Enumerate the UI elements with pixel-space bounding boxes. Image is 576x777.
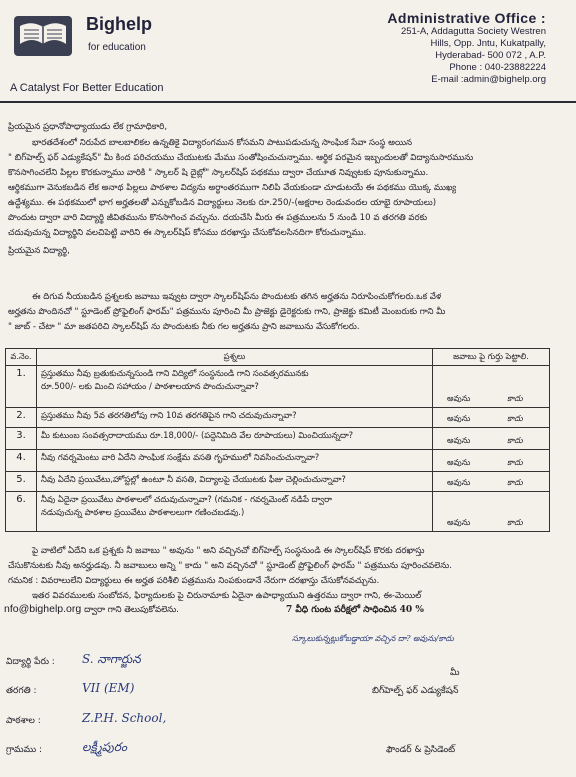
answer-cell bbox=[433, 428, 550, 450]
table-row bbox=[6, 366, 550, 408]
para1-line: కొనసాగించలేని పిల్లల కొరకున్నాము వారికి " స్కాలర్ షి దైబ్లో" స్కాలర్‌షిప్ పథకము ద్వారా చేయూత నివ్వుటకు పూనుకున్నాము. bbox=[8, 168, 429, 178]
col-header-number: వ.నెం. bbox=[6, 349, 37, 366]
table-row bbox=[6, 408, 550, 428]
office-email: E-mail :admin@bighelp.org bbox=[431, 74, 546, 85]
office-title: Administrative Office : bbox=[387, 10, 546, 26]
row-question: ప్రస్తుతము నీవు 5వ తరగతిలోపు గాని 10వ తరగతిపైన గాని చదువుచున్నావా? bbox=[37, 408, 433, 428]
header-divider bbox=[0, 101, 576, 103]
office-line: Hills, Opp. Jntu, Kukatpally, bbox=[430, 38, 546, 49]
note-line: గమనిక : వివరాలులేని విద్యార్థులు ఈ అర్హత పరిశీలి పత్రమును నింపకుండానే నేరుగా దరఖాస్తు చేసుకోనవచ్చును. bbox=[8, 576, 380, 586]
table-row bbox=[6, 428, 550, 450]
eligibility-table bbox=[5, 348, 550, 532]
answer-yes[interactable]: అవును bbox=[447, 393, 471, 403]
signoff-org: బిగ్‌హెల్ప్ ఫర్ ఎడ్యుకేషన్ bbox=[372, 686, 459, 696]
answer-yes[interactable]: అవును bbox=[447, 517, 471, 527]
tagline: A Catalyst For Better Education bbox=[10, 82, 164, 94]
para1-line: చదువుచున్న విద్యార్థిని వలచిపెట్టి వారిని ఈ స్కాలర్‌షిప్ కోసము దరఖాస్తు చేసుకోవలసినదిగా కోరుచున్నాము. bbox=[8, 228, 367, 238]
row-number: 3. bbox=[6, 428, 37, 450]
office-line: Hyderabad- 500 072 , A.P. bbox=[435, 50, 546, 61]
para2-line: అర్హతను పొందినచో " స్టూడెంట్ ప్రోఫైలింగ్ ఫారమ్" పత్రమును పూరించి మీ ప్రాజెక్టు డైరెక్టరుకు గాని, ప్రాజెక్టు కమిటీ మెంబరుకు గాని మీ bbox=[8, 307, 446, 317]
handwritten-note: 7 వీధి గుంట పరీక్షలో సాధించిన 40 % bbox=[286, 605, 424, 615]
answer-cell bbox=[433, 366, 550, 408]
answer-no[interactable]: కాదు bbox=[507, 413, 523, 423]
row-number: 4. bbox=[6, 450, 37, 472]
school-label: పాఠశాల : bbox=[6, 716, 41, 726]
answer-cell bbox=[433, 408, 550, 428]
para2-line: " జాబ్ - చేటా " మా జతపరిచి స్కాలర్‌షిప్ ను పొందుటకు నీకు గల అర్హతను ప్రాని జవాబును వేసుకోగలరు. bbox=[8, 322, 360, 332]
answer-no[interactable]: కాదు bbox=[507, 393, 523, 403]
row-question: నీవు ఏదైనా ప్రయివేటు పాఠశాలలో చదువుచున్నావా? (గమనిక - గవర్నమెంట్ నడిపే ద్వారా నడుపుచున్న పాఠశాల ప్రయివేటు పాఠశాలలుగా గణించబడవు.) bbox=[37, 492, 433, 532]
table-header-row bbox=[6, 349, 550, 366]
salutation: ప్రియమైన ప్రధానోపాధ్యాయుడు లేక గ్రామాధికారి, bbox=[8, 122, 168, 132]
answer-yes[interactable]: అవును bbox=[447, 435, 471, 445]
answer-cell bbox=[433, 472, 550, 492]
village-value[interactable]: లక్ష్మీపురం bbox=[82, 740, 127, 754]
col-header-answer: జవాబు పై గుర్తు పెట్టాలి. bbox=[433, 349, 550, 366]
answer-cell bbox=[433, 450, 550, 472]
salutation-student: ప్రియమైన విద్యార్థి, bbox=[8, 246, 70, 256]
student-name-label: విద్యార్థి పేరు : bbox=[6, 657, 55, 667]
row-number: 1. bbox=[6, 366, 37, 408]
contact-rest: ద్వారా గాని తెలుపుకోవలెను. bbox=[84, 605, 179, 615]
office-phone: Phone : 040-23882224 bbox=[449, 62, 546, 73]
brand-name: Bighelp bbox=[86, 14, 152, 34]
row-number: 6. bbox=[6, 492, 37, 532]
answer-no[interactable]: కాదు bbox=[507, 517, 523, 527]
row-number: 5. bbox=[6, 472, 37, 492]
para1-line: భారతదేశంలో నిరుపేద బాలబాలికల ఉన్నతికై విద్యారంగమున కోసమని పాటుపడుచున్న సాంఘిక సేవా సంస్థ అయిన bbox=[32, 138, 413, 148]
brand-subtitle: for education bbox=[88, 42, 146, 53]
answer-yes[interactable]: అవును bbox=[447, 477, 471, 487]
row-question: నీవు ఏదేని ప్రయివేటు,హోస్టల్లో ఉంటూ నీ వసతి, విద్యాలపై చేయుటకు ఫీజు చెల్లించుచున్నావా? bbox=[37, 472, 433, 492]
office-address bbox=[326, 10, 546, 86]
instruction-line: ఇతర వివరములకు సంబోదన, ఫిర్యాదులకు పై చిరునామాకు ఏదైనా ఉపాధ్యాయుని ఉత్తరము ద్వారా గాని, ఈ-మెయిల్ bbox=[32, 591, 422, 601]
class-label: తరగతి : bbox=[6, 686, 37, 696]
signoff-title: ఫౌండర్ & ప్రెసిడెంట్ bbox=[386, 745, 456, 755]
answer-yes[interactable]: అవును bbox=[447, 457, 471, 467]
para2-line: ఈ దిగువ నీయబడిన ప్రశ్నలకు జవాబు ఇవ్వుట ద్వారా స్కాలర్‌షిప్‌ను పొందుటకు తగిన అర్హతను నిరూపించుకోగలరు.ఒక వేళ bbox=[32, 292, 442, 302]
office-line: 251-A, Addagutta Society Westren bbox=[400, 26, 546, 37]
table-row bbox=[6, 472, 550, 492]
row-question: నీవు గవర్నమెంటు వారి ఏదేని సాంఘిక సంక్షేమ వసతి గృహములో నివసించుచున్నావా? bbox=[37, 450, 433, 472]
handwritten-question: స్కూలుకున్నట్లుకోబడ్డాయా వచ్చిన దా? అవును/కాదు bbox=[292, 634, 454, 643]
row-question: మీ కుటుంబ సంవత్సరాదాయము రూ.18,000/- (పద్దెనిమిది వేల రూపాయలు) మించియున్నదా? bbox=[37, 428, 433, 450]
contact-line bbox=[4, 603, 179, 617]
answer-no[interactable]: కాదు bbox=[507, 457, 523, 467]
class-value[interactable]: VII (EM) bbox=[82, 681, 135, 695]
student-name-value[interactable]: S. నాగార్జున bbox=[82, 652, 141, 666]
row-question: ప్రస్తుతము నీవు బ్రతుకుచున్నసుండి గాని విద్యిలో సంస్థనుండి గాని సంవత్సరమునకు రూ.500/- లకు మించి సహాయం / పాఠశాలయాన పొందుచున్నావా? bbox=[37, 366, 433, 408]
row-number: 2. bbox=[6, 408, 37, 428]
table-row bbox=[6, 450, 550, 472]
para1-line: " బిగ్‌హెల్ప్ ఫర్ ఎడ్యుకేషన్" మీ కింద పరిచయము చేయుటకు మేము సంతోషించుచున్నాము. ఆర్థిక పరమైన ఇబ్బందులతో విద్యానుసారమును bbox=[8, 153, 474, 163]
instruction-line: పై వాటిలో ఏదేని ఒక ప్రశ్నకు నీ జవాబు " అవును " అని వచ్చినచో బిగ్‌హెల్ప్ సంస్థనుండి ఈ స్కాలర్‌షిప్ కొరకు దరఖాస్తు bbox=[32, 546, 425, 556]
contact-email: nfo@bighelp.org bbox=[4, 603, 82, 615]
village-label: గ్రామము : bbox=[6, 745, 43, 755]
para1-line: ఉద్దేశ్యము. ఈ పథకములో భాగ అర్హతలతో ఎన్నుకోబడిన విద్యార్థులు నెలకు రూ.250/-(అక్షరాల రెండువందల యాభై రూపాయలు) bbox=[8, 198, 437, 208]
instruction-line: చేసుకొనుటకు నీవు అనర్హుడవు. నీ జవాబులు అన్ని " కాదు " అని వచ్చినచో " స్టూడెంట్ ప్రోఫైలింగ్ ఫారమ్ " పత్రమును పూరించవలెను. bbox=[8, 561, 453, 571]
table-row bbox=[6, 492, 550, 532]
col-header-questions: ప్రశ్నలు bbox=[37, 349, 433, 366]
answer-no[interactable]: కాదు bbox=[507, 435, 523, 445]
school-value[interactable]: Z.P.H. School, bbox=[82, 711, 167, 725]
answer-no[interactable]: కాదు bbox=[507, 477, 523, 487]
signoff-mee: మీ bbox=[450, 668, 460, 678]
answer-cell bbox=[433, 492, 550, 532]
bighelp-logo bbox=[12, 14, 74, 58]
book-logo-icon bbox=[12, 14, 74, 58]
answer-yes[interactable]: అవును bbox=[447, 413, 471, 423]
para1-line: పొందుట ద్వారా వారి విద్యార్థి జీవితమును కొనసాగించ వచ్చును. దయచేసి మీరు ఈ పత్రములను 5 నుండి 10 వ తరగతి వరకు bbox=[8, 213, 428, 223]
para1-line: ఆర్థికముగా వెనుకబడిన లేక అనాథ పిల్లలు పాఠశాల విద్యను అర్ధాంతరముగా నిలిపి వేయకుండా చూడుటయే ఈ పథకము యొక్క ముఖ్య bbox=[8, 183, 457, 193]
